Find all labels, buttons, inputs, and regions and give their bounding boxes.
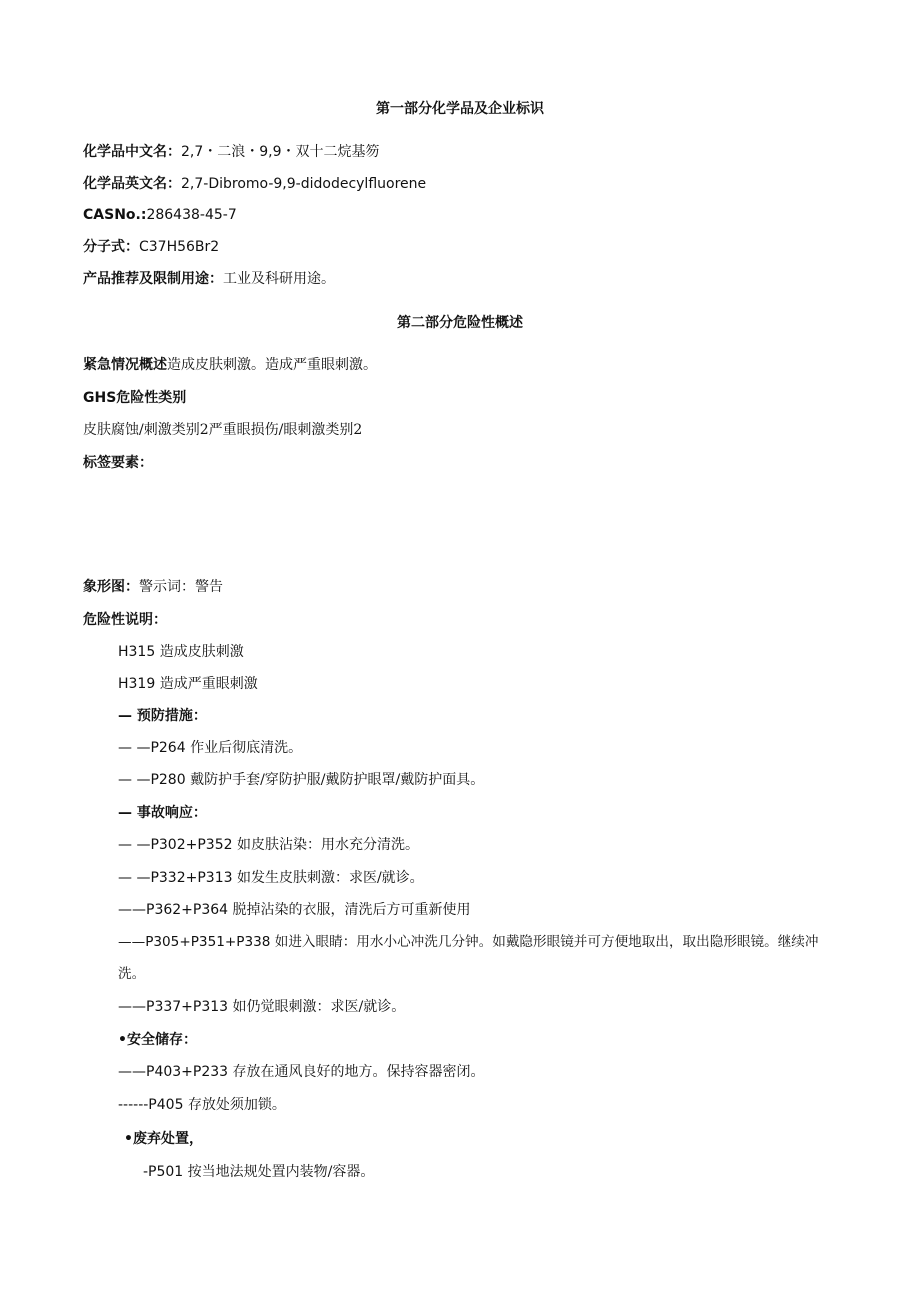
p501-code: -P501 — [143, 1164, 184, 1180]
formula-row — [83, 238, 219, 256]
use-row — [83, 270, 335, 288]
p264-code: — —P264 — [118, 740, 186, 756]
h319-code: H319 — [118, 676, 156, 692]
p362-code: ——P362+P364 — [118, 902, 229, 918]
p337-row — [118, 998, 405, 1016]
p305-text: 如进入眼睛：用水小心冲洗几分钟。如戴隐形眼镜并可方便地取出，取出隐形眼镜。继续冲洗。 — [118, 934, 819, 982]
p305-row — [118, 926, 838, 990]
p362-row — [118, 901, 471, 919]
hazard-label: 危险性说明： — [83, 612, 167, 628]
emergency-row — [83, 356, 377, 374]
p302-text: 如皮肤沾染：用水充分清洗。 — [236, 837, 419, 853]
p332-row — [118, 869, 424, 887]
use-label: 产品推荐及限制用途： — [83, 271, 223, 287]
p403-row — [118, 1063, 485, 1081]
p405-code: ------P405 — [118, 1097, 184, 1113]
cn-name-value: 2,7・二浪・9,9・双十二烷基笏 — [181, 144, 380, 160]
en-name-label: 化学品英文名： — [83, 176, 181, 192]
prevention-label: — 预防措施： — [118, 708, 207, 724]
h319-row — [118, 675, 258, 693]
section1-title: 第一部分化学品及企业标识 — [376, 101, 544, 117]
formula-value: C37H56Br2 — [139, 239, 220, 255]
ghs-label: GHS危险性类别 — [83, 390, 187, 406]
cas-label: CASNo.: — [83, 207, 147, 223]
pictogram-label: 象形图： — [83, 579, 139, 595]
response-label: — 事故响应： — [118, 805, 207, 821]
label-elements: 标签要素： — [83, 455, 153, 471]
p305-code: ——P305+P351+P338 — [118, 934, 271, 950]
ghs-value: 皮肤腐蚀/刺激类别2严重眼损伤/眼刺激类别2 — [83, 422, 363, 438]
en-name-value: 2,7-Dibromo-9,9-didodecylfluorene — [181, 176, 427, 192]
section2-title: 第二部分危险性概述 — [397, 315, 523, 331]
p264-row — [118, 739, 302, 757]
p302-code: — —P302+P352 — [118, 837, 233, 853]
emergency-value: 造成皮肤刺激。造成严重眼刺激。 — [167, 357, 377, 373]
p337-text: 如仍觉眼刺激：求医/就诊。 — [232, 999, 406, 1015]
p332-code: — —P332+P313 — [118, 870, 233, 886]
p405-text: 存放处须加锁。 — [187, 1097, 286, 1113]
formula-label: 分子式： — [83, 239, 139, 255]
p302-row — [118, 836, 419, 854]
pictogram-value: 警示词：警告 — [139, 579, 223, 595]
p337-code: ——P337+P313 — [118, 999, 229, 1015]
p405-row — [118, 1096, 286, 1114]
p403-text: 存放在通风良好的地方。保持容器密闭。 — [232, 1064, 485, 1080]
p501-text: 按当地法规处置内装物/容器。 — [187, 1164, 375, 1180]
emergency-label: 紧急情况概述 — [83, 357, 167, 373]
p280-text: 戴防护手套/穿防护服/戴防护眼罩/戴防护面具。 — [190, 772, 485, 788]
cas-row — [83, 206, 237, 224]
cas-value: 286438-45-7 — [146, 207, 237, 223]
p362-text: 脱掉沾染的衣服，清洗后方可重新使用 — [232, 902, 471, 918]
cn-name-label: 化学品中文名： — [83, 144, 181, 160]
h315-text: 造成皮肤刺激 — [159, 644, 244, 660]
p264-text: 作业后彻底清洗。 — [190, 740, 303, 756]
h319-text: 造成严重眼刺激 — [159, 676, 258, 692]
p280-code: — —P280 — [118, 772, 186, 788]
use-value: 工业及科研用途。 — [223, 271, 335, 287]
h315-row — [118, 643, 244, 661]
storage-label: •安全储存： — [118, 1032, 197, 1048]
pictogram-row — [83, 578, 223, 596]
en-name-row — [83, 175, 426, 193]
p501-row — [143, 1163, 374, 1181]
cn-name-row — [83, 143, 380, 161]
p403-code: ——P403+P233 — [118, 1064, 229, 1080]
p332-text: 如发生皮肤刺激：求医/就诊。 — [236, 870, 424, 886]
h315-code: H315 — [118, 644, 156, 660]
disposal-label: •废弃处置， — [124, 1131, 203, 1147]
p280-row — [118, 771, 484, 789]
